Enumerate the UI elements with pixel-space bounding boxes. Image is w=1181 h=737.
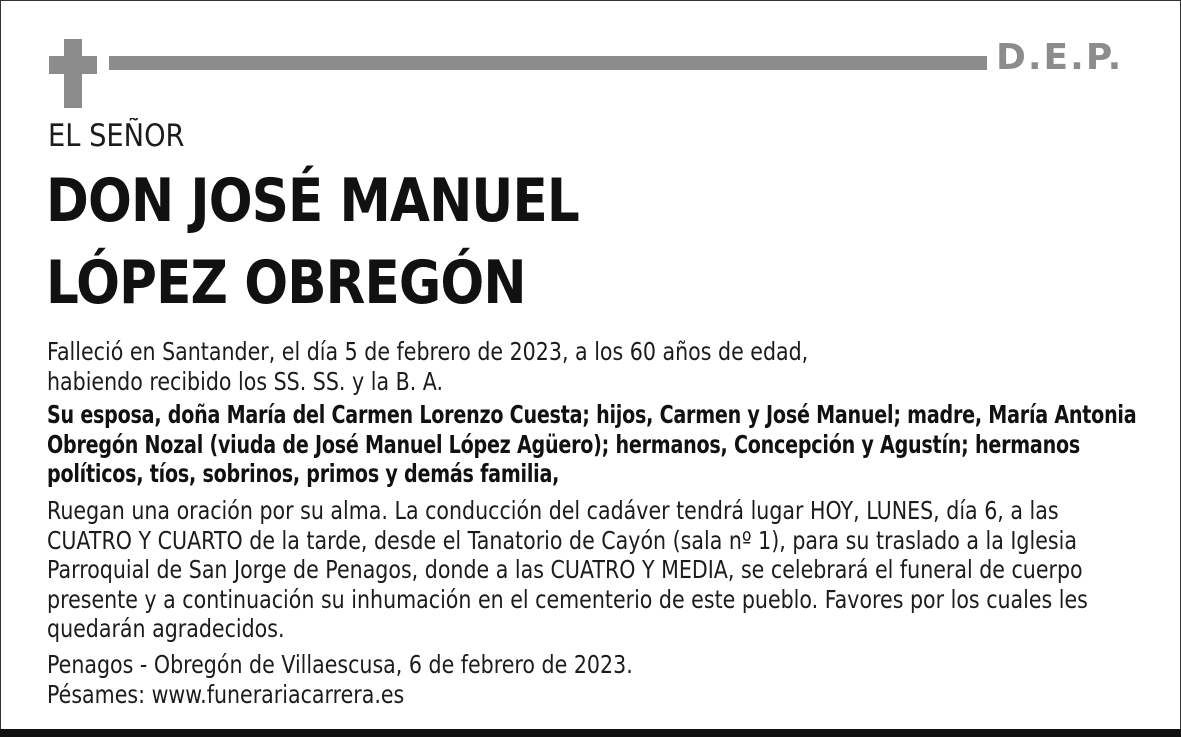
title-prefix: EL SEÑOR	[48, 118, 185, 154]
text-line: Falleció en Santander, el día 5 de febrero de 2023, a los 60 años de edad,	[47, 337, 809, 366]
text-line: presente y a continuación su inhumación en el cementerio de este pueblo. Favores por los cuales les	[47, 584, 1088, 614]
condolences-line: Pésames: www.funerariacarrera.es	[47, 679, 405, 709]
place-date-line: Penagos - Obregón de Villaescusa, 6 de febrero de 2023.	[47, 650, 633, 679]
text-line: Ruegan una oración por su alma. La conducción del cadáver tendrá lugar HOY, LUNES, día 6, a las	[47, 496, 1059, 525]
text-line: habiendo recibido los SS. SS. y la B. A.	[47, 366, 444, 396]
text-line: Obregón Nozal (viuda de José Manuel López Agüero); hermanos, Concepción y Agustín; hermanos	[47, 429, 1081, 459]
text-line: políticos, tíos, sobrinos, primos y demás familia,	[47, 459, 560, 488]
death-notice-paragraph	[47, 337, 1063, 396]
deceased-name-line2: LÓPEZ OBREGÓN	[46, 248, 526, 318]
funeral-paragraph	[47, 496, 1088, 644]
bottom-bar	[0, 729, 1181, 737]
text-line: quedarán agradecidos.	[47, 614, 285, 643]
family-paragraph	[47, 400, 1137, 489]
text-line: CUATRO Y CUARTO de la tarde, desde el Tanatorio de Cayón (sala nº 1), para su traslado a la Iglesia	[47, 525, 1077, 555]
deceased-name-line1: DON JOSÉ MANUEL	[46, 166, 579, 236]
cross-icon-arm	[49, 56, 97, 74]
dep-label: D.E.P.	[996, 37, 1124, 78]
footer-paragraph	[47, 650, 1063, 709]
text-line: Parroquial de San Jorge de Penagos, donde a las CUATRO Y MEDIA, se celebrará el funeral de cuerpo	[47, 555, 1083, 584]
text-line: Su esposa, doña María del Carmen Lorenzo Cuesta; hijos, Carmen y José Manuel; madre, María Antonia	[47, 400, 1137, 429]
header-rule	[109, 56, 987, 70]
